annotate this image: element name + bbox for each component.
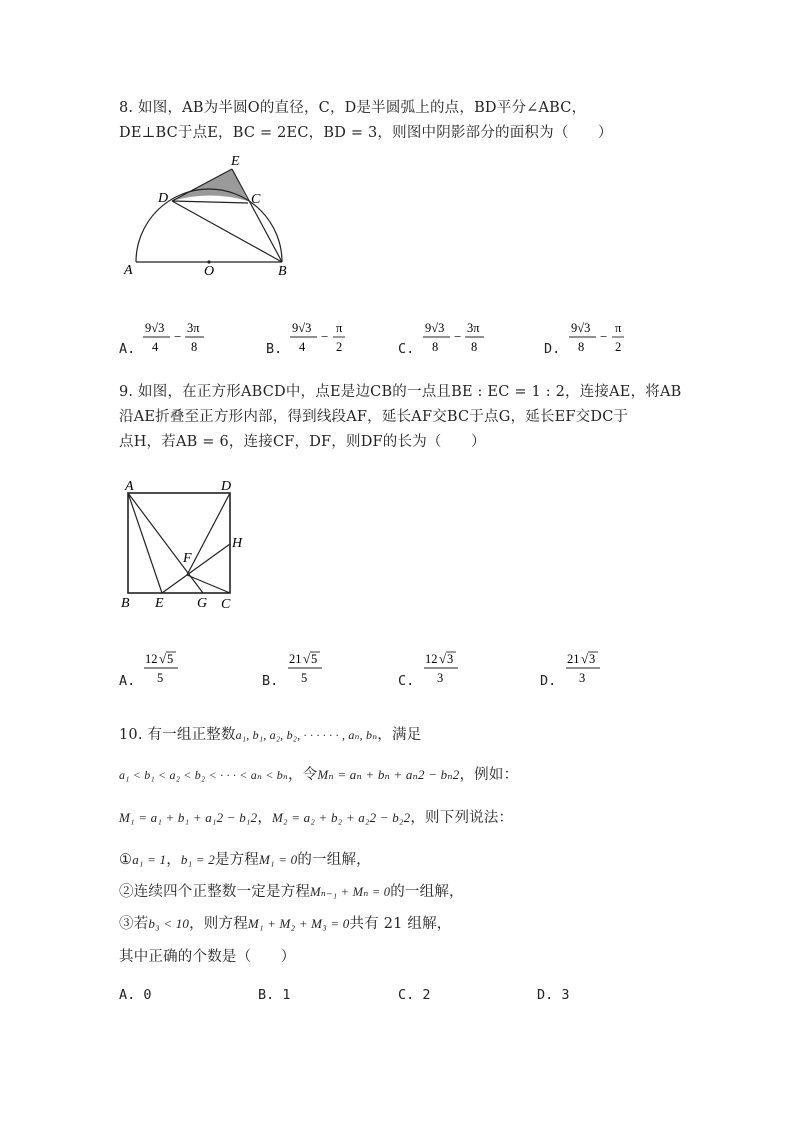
svg-text:√: √	[439, 651, 447, 666]
q10-option-d-letter: D.	[537, 987, 554, 1003]
q8-line-DC	[172, 201, 248, 203]
q10-option-d-value: 3	[561, 987, 570, 1003]
q8-b-num: 9√3	[292, 321, 312, 335]
q8-d-den: 8	[578, 340, 585, 354]
q10-s1-mid: 是方程	[214, 852, 260, 868]
q8-option-c-letter: C.	[398, 341, 415, 357]
q10-option-a	[119, 987, 152, 1003]
q9-c-coef: 12	[425, 652, 438, 666]
svg-text:√: √	[159, 651, 167, 666]
svg-text:−: −	[454, 329, 462, 344]
q9-option-c-expr	[422, 648, 472, 688]
q9-label-B: B	[121, 596, 130, 611]
q10-satisfy: ，满足	[377, 727, 422, 743]
svg-text:−: −	[600, 329, 608, 344]
q8-d-num: 9√3	[571, 321, 591, 335]
q10-option-b	[258, 987, 291, 1003]
q10-option-b-value: 1	[282, 987, 291, 1003]
q9-a-coef: 12	[145, 652, 158, 666]
q8-option-d-letter: D.	[544, 341, 561, 357]
q9-stem-line2: 沿AE折叠至正方形内部，得到线段AF，延长AF交BC于点G，延长EF交DC于	[119, 409, 629, 425]
q9-label-D: D	[221, 479, 232, 494]
svg-text:√: √	[581, 651, 589, 666]
q8-option-d-expr	[566, 318, 646, 358]
q8-c-mden: 8	[471, 340, 478, 354]
q10-stem-line3	[119, 808, 513, 828]
svg-text:−: −	[321, 329, 329, 344]
q10-s1-a: a₁ = 1	[132, 852, 167, 867]
q10-s3-cond: b₃ < 10	[148, 916, 190, 931]
q10-option-c	[398, 987, 431, 1003]
q9-a-rad: 5	[167, 652, 174, 666]
q9-label-H: H	[232, 536, 243, 551]
q10-s1-pre: ①	[119, 852, 133, 868]
q9-label-F: F	[183, 551, 192, 566]
q8-label-B: B	[278, 264, 287, 279]
q10-s1-comma: ，	[166, 852, 181, 868]
q10-option-a-letter: A.	[119, 987, 136, 1003]
q8-a-mden: 8	[191, 340, 198, 354]
q8-option-a-letter: A.	[119, 341, 136, 357]
q8-option-b-expr	[287, 318, 367, 358]
q10-then: ，则下列说法：	[410, 810, 514, 826]
q10-eg: ，例如：	[459, 767, 519, 783]
q10-s1-eq: M₁ = 0	[259, 852, 298, 867]
q10-statement-2	[119, 882, 464, 902]
q8-c-mnum: 3π	[467, 321, 480, 335]
q9-figure	[115, 475, 260, 615]
q8-d-mden: 2	[615, 340, 622, 354]
q10-s1-b: b₁ = 2	[180, 852, 215, 867]
q10-option-c-value: 2	[422, 987, 431, 1003]
svg-text:√: √	[303, 651, 311, 666]
q10-seq: a₁, b₁, a₂, b₂, · · · · · · , aₙ, bₙ	[235, 728, 378, 742]
q9-option-d-expr	[564, 648, 614, 688]
q10-M1: M₁ = a₁ + b₁ + a₁2 − b₁2	[119, 810, 258, 825]
q10-statement-1	[119, 850, 371, 870]
q9-c-den: 3	[437, 671, 444, 685]
q10-s2-pre: ②连续四个正整数一定是方程	[119, 884, 311, 900]
q8-a-den: 4	[152, 340, 159, 354]
svg-text:−: −	[174, 329, 182, 344]
q10-ling: ，令	[288, 767, 318, 783]
q9-d-coef: 21	[567, 652, 580, 666]
q8-option-b-letter: B.	[266, 341, 283, 357]
q9-b-den: 5	[301, 671, 308, 685]
q9-option-a-expr	[142, 648, 192, 688]
q10-ask: 其中正确的个数是（ ）	[119, 949, 296, 965]
q9-option-a-letter: A.	[119, 673, 136, 689]
q9-label-A: A	[125, 479, 134, 494]
q9-stem-line1: 9. 如图，在正方形ABCD中，点E是边CB的一点且BE : EC = 1 : 2，连接AE，将AB	[119, 384, 682, 400]
q10-option-a-value: 0	[143, 987, 152, 1003]
q8-label-A: A	[124, 263, 133, 278]
q10-statement-3	[119, 914, 451, 934]
q10-s2-eq: Mₙ₋₁ + Mₙ = 0	[310, 885, 391, 899]
q10-s2-post: 的一组解，	[390, 884, 464, 900]
q9-option-b-letter: B.	[262, 673, 279, 689]
q10-option-b-letter: B.	[258, 987, 275, 1003]
q9-d-den: 3	[579, 671, 586, 685]
q9-a-den: 5	[157, 671, 164, 685]
q8-label-O: O	[204, 264, 215, 279]
q9-line-DF	[187, 493, 230, 575]
q9-line-AE	[128, 493, 162, 593]
q9-line-AG	[128, 493, 203, 593]
q9-b-rad: 5	[311, 652, 318, 666]
q9-label-E: E	[155, 596, 164, 611]
q9-option-d-letter: D.	[540, 673, 557, 689]
q8-c-den: 8	[432, 340, 439, 354]
q9-option-b-expr	[286, 648, 336, 688]
q9-b-coef: 21	[289, 652, 302, 666]
q10-s3-post: 共有 21 组解，	[349, 916, 452, 932]
q10-sep: ，	[257, 810, 273, 826]
q8-b-mnum: π	[336, 321, 343, 335]
q9-option-c-letter: C.	[398, 673, 415, 689]
q10-ineq: a₁ < b₁ < a₂ < b₂ < · · · < aₙ < bₙ	[119, 768, 288, 782]
q10-M2: M₂ = a₂ + b₂ + a₂2 − b₂2	[272, 810, 411, 825]
q9-square-ABCD	[128, 493, 230, 593]
q9-label-C: C	[221, 597, 231, 612]
q9-d-rad: 3	[589, 652, 596, 666]
q10-head: 10. 有一组正整数	[119, 727, 236, 743]
q8-label-D: D	[158, 191, 169, 206]
q8-b-den: 4	[299, 340, 306, 354]
q10-s3-mid: ，则方程	[189, 916, 248, 932]
q9-stem-line3: 点H，若AB = 6，连接CF，DF，则DF的长为（ ）	[119, 434, 486, 450]
q9-c-rad: 3	[447, 652, 454, 666]
q8-a-num: 9√3	[145, 321, 165, 335]
q9-label-G: G	[197, 596, 208, 611]
q10-stem-line1	[119, 725, 421, 745]
q8-label-E: E	[231, 154, 240, 169]
q8-option-c-expr	[420, 318, 500, 358]
q10-s3-pre: ③若	[119, 916, 149, 932]
q10-Mdef: Mₙ = aₙ + bₙ + aₙ2 − bₙ2	[317, 767, 460, 782]
q8-c-num: 9√3	[425, 321, 445, 335]
q10-s3-eq: M₁ + M₂ + M₃ = 0	[247, 916, 350, 931]
q8-a-mnum: 3π	[187, 321, 200, 335]
q9-line-CF	[187, 575, 230, 593]
q8-d-mnum: π	[615, 321, 622, 335]
q10-option-c-letter: C.	[398, 987, 415, 1003]
q8-figure	[118, 150, 298, 280]
q8-stem-line2: DE⊥BC于点E，BC = 2EC，BD = 3，则图中阴影部分的面积为（ ）	[119, 125, 613, 141]
q8-label-C: C	[251, 192, 261, 207]
q8-b-mden: 2	[336, 340, 343, 354]
q10-s1-post: 的一组解，	[297, 852, 371, 868]
q8-option-a-expr	[140, 318, 220, 358]
q8-stem-line1: 8. 如图，AB为半圆O的直径，C，D是半圆弧上的点，BD平分∠ABC，	[119, 100, 587, 116]
q10-stem-line2	[119, 765, 518, 785]
q10-option-d	[537, 987, 570, 1003]
